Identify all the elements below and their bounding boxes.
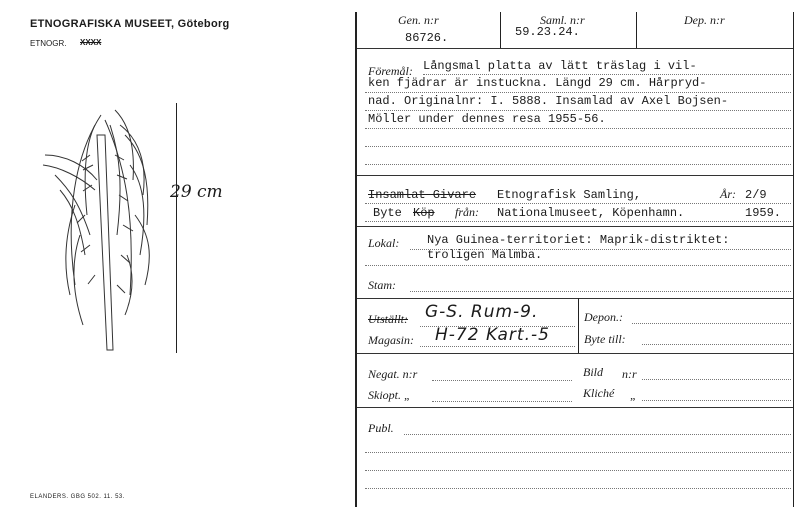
section-rule (357, 175, 793, 176)
foremal-line-1: Långsmal platta av lätt träslag i vil- (423, 59, 697, 73)
ar-label: År: (720, 187, 736, 201)
saml-nr-label: Saml. n:r (540, 13, 585, 27)
kliche-label: Kliché (583, 386, 615, 400)
section-rule (357, 298, 793, 299)
utstallt-handwritten: G-S. Rum-9. (425, 302, 539, 322)
lokal-label: Lokal: (368, 236, 400, 250)
printer-footer: ELANDERS. GBG 502. 11. 53. (30, 494, 125, 500)
fran-label: från: (455, 205, 479, 219)
card-right-border (793, 12, 794, 507)
dep-nr-label: Dep. n:r (684, 13, 725, 27)
depon-label: Depon.: (584, 310, 623, 324)
dotted-rule (365, 164, 791, 165)
card-left-border (355, 12, 357, 507)
dotted-rule (642, 400, 791, 401)
dotted-rule (365, 488, 791, 489)
magasin-label: Magasin: (368, 333, 414, 347)
bild-nr-label: n:r (622, 367, 637, 381)
dotted-rule (432, 380, 572, 381)
dotted-rule (404, 434, 791, 435)
dotted-rule (423, 74, 791, 75)
section-rule (357, 226, 793, 227)
byte-till-label: Byte till: (584, 332, 626, 346)
col-divider-3 (578, 298, 579, 353)
source-value: Etnografisk Samling, (497, 188, 642, 202)
negat-label: Negat. n:r (368, 367, 418, 381)
section-rule (357, 353, 793, 354)
dotted-rule (410, 291, 791, 292)
feather-ornament-drawing (35, 95, 165, 365)
top-row-rule (357, 48, 793, 49)
dotted-rule (420, 346, 575, 347)
gen-nr-value: 86726. (405, 31, 449, 45)
publ-label: Publ. (368, 421, 394, 435)
gen-nr-label: Gen. n:r (398, 13, 439, 27)
source-struck-label: Insamlat Givare (368, 188, 477, 202)
dotted-rule (365, 203, 791, 204)
kliche-ditto: „ (630, 388, 637, 402)
dept-struck-code: XXXX (80, 38, 102, 47)
saml-nr-value: 59.23.24. (515, 25, 580, 39)
dotted-rule (632, 323, 791, 324)
section-rule (357, 407, 793, 408)
dotted-rule (365, 452, 791, 453)
dotted-rule (642, 344, 791, 345)
dotted-rule (365, 128, 791, 129)
foremal-line-4: Möller under dennes resa 1955-56. (368, 112, 606, 126)
dotted-rule (642, 379, 791, 380)
bild-label: Bild (583, 365, 603, 379)
lokal-line-2: troligen Malmba. (427, 248, 543, 262)
kop-struck: Köp (413, 206, 435, 220)
year-value: 1959. (745, 206, 782, 220)
ar-value: 2/9 (745, 188, 767, 202)
dotted-rule (365, 110, 791, 111)
col-divider-2 (636, 12, 637, 48)
dotted-rule (365, 92, 791, 93)
utstallt-label: Utställt: (368, 312, 409, 326)
col-divider-1 (500, 12, 501, 48)
skiopt-label: Skiopt. „ (368, 388, 411, 402)
lokal-line-1: Nya Guinea-territoriet: Maprik-distriktet: (427, 233, 730, 247)
byte-label: Byte (373, 206, 402, 220)
dotted-rule (432, 401, 572, 402)
dotted-rule (365, 265, 791, 266)
foremal-label: Föremål: (368, 64, 413, 78)
dotted-rule (365, 470, 791, 471)
foremal-line-3: nad. Originalnr: I. 5888. Insamlad av Axel Bojsen- (368, 94, 729, 108)
dotted-rule (365, 146, 791, 147)
measurement-line (176, 103, 177, 353)
museum-title: ETNOGRAFISKA MUSEET, Göteborg (30, 18, 230, 30)
foremal-line-2: ken fjädrar är instuckna. Längd 29 cm. Hårpryd- (368, 76, 707, 90)
magasin-handwritten: H-72 Kart.-5 (435, 325, 550, 345)
stam-label: Stam: (368, 278, 396, 292)
dept-label: ETNOGR. (30, 39, 67, 48)
dotted-rule (410, 249, 791, 250)
dotted-rule (365, 221, 791, 222)
size-note: 29 cm (170, 182, 223, 202)
wooden-slat (97, 135, 113, 350)
fran-value: Nationalmuseet, Köpenhamn. (497, 206, 685, 220)
